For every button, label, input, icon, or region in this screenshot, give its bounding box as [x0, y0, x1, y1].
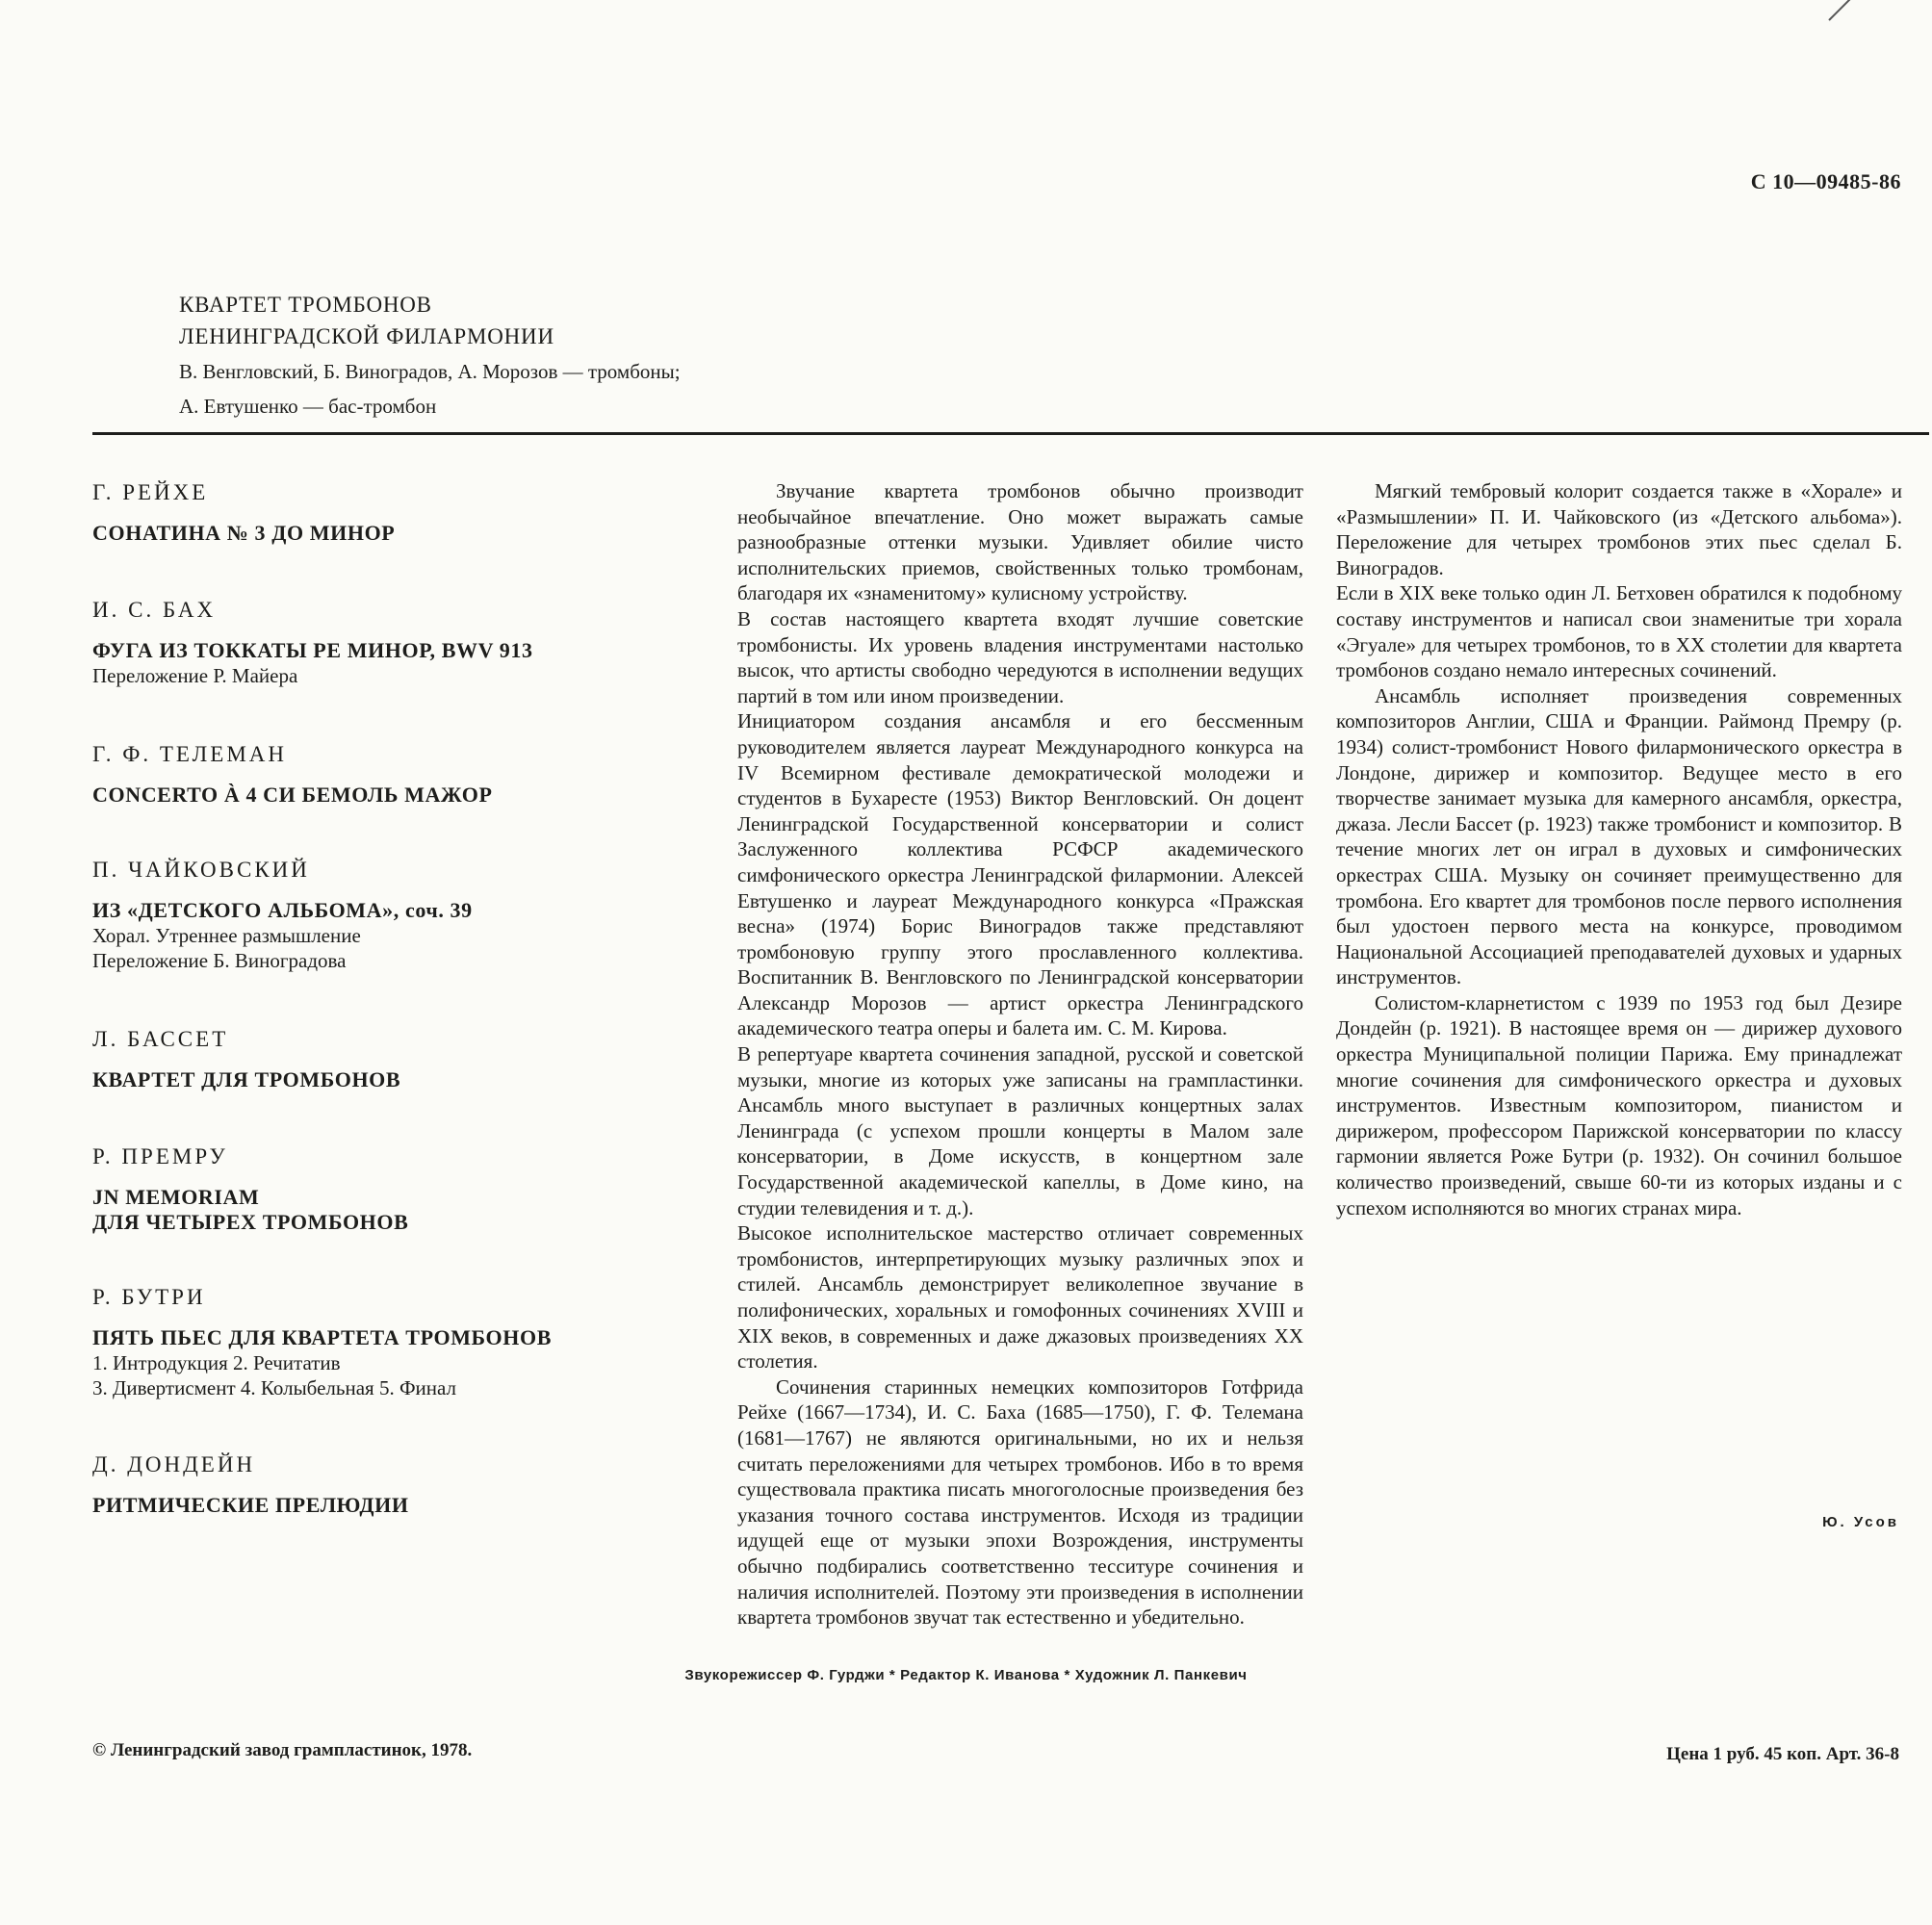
catalog-number: С 10—09485-86 [1750, 169, 1901, 193]
ensemble-name-line1: КВАРТЕТ ТРОМБОНОВ [179, 293, 432, 317]
track-composer: Р. ПРЕМРУ [92, 1144, 228, 1168]
track-note: Переложение Р. Майера [92, 664, 298, 687]
track-item [92, 856, 708, 973]
track-composer: И. С. БАХ [92, 598, 217, 622]
track-composer: Г. РЕЙХЕ [92, 480, 209, 504]
track-item [92, 1025, 708, 1092]
horizontal-rule [92, 432, 1929, 435]
track-item [92, 740, 708, 808]
track-work: СОНАТИНА № 3 ДО МИНОР [92, 521, 396, 545]
article-paragraph: Сочинения старинных немецких композиторов Готфрида Рейхе (1667—1734), И. С. Баха (1685—1750), Г. Ф. Телемана (1681—1767) не являются оригинальными, но их и нельзя считать переложениями для четырех тромбонов. Ибо в то время существовала практика писать многоголосные произведения без указания точного состава инструментов. Исходя из традиции идущей еще от музыки эпохи Возрождения, инструменты обычно подбирались соответственно тесситуре сочинения и наличия исполнителей. Поэтому эти произведения в исполнении квартета тромбонов звучат так естественно и убедительно. [737, 1374, 1303, 1630]
article-paragraph: Солистом-кларнетистом с 1939 по 1953 год был Дезире Дондейн (р. 1921). В настоящее время он — дирижер духового оркестра Муниципальной полиции Парижа. Ему принадлежат многие сочинения для симфонического оркестра и духовых инструментов. Известным композитором, пианистом и дирижером, профессором Парижской консерватории по классу гармонии является Роже Бутри (р. 1932). Он сочинил большое количество произведений, свыше 60-ти из которых изданы и с успехом исполняются во многих странах мира. [1336, 990, 1902, 1219]
track-item [92, 596, 708, 688]
track-work: JN MEMORIAM ДЛЯ ЧЕТЫРЕХ ТРОМБОНОВ [92, 1185, 409, 1234]
article-column-2 [1336, 478, 1902, 1220]
copyright-notice: © Ленинградский завод грампластинок, 1978. [92, 1740, 473, 1760]
track-composer: Г. Ф. ТЕЛЕМАН [92, 742, 287, 766]
track-work: CONCERTO À 4 СИ БЕМОЛЬ МАЖОР [92, 783, 493, 807]
track-note: Хорал. Утреннее размышление Переложение Б. Виноградова [92, 924, 361, 972]
article-paragraph: Высокое исполнительское мастерство отличает современных тромбонистов, интерпретирующих музыку различных эпох и стилей. Ансамбль демонстрирует великолепное звучание в полифонических, хоральных и гомофонных сочинениях XVIII и XIX веков, в современных и даже джазовых произведениях XX столетия. [737, 1221, 1303, 1373]
article-paragraph: В состав настоящего квартета входят лучшие советские тромбонисты. Их уровень владения инструментами настолько высок, что артисты свободно чередуются в исполнении ведущих партий в том или ином произведении. [737, 606, 1303, 707]
article-paragraph: Мягкий тембровый колорит создается также в «Хорале» и «Размышлении» П. И. Чайковского (из «Детского альбома»). Переложение для четырех тромбонов этих пьес сделал Б. Виноградов. [1336, 479, 1902, 579]
track-item [92, 1142, 708, 1235]
track-item [92, 478, 708, 546]
track-work: КВАРТЕТ ДЛЯ ТРОМБОНОВ [92, 1067, 401, 1091]
article-column-1 [737, 478, 1303, 1630]
ensemble-name-line2: ЛЕНИНГРАДСКОЙ ФИЛАРМОНИИ [179, 324, 554, 348]
ensemble-header [179, 289, 681, 422]
track-work: ИЗ «ДЕТСКОГО АЛЬБОМА», соч. 39 [92, 898, 473, 922]
article-paragraph: Звучание квартета тромбонов обычно производит необычайное впечатление. Оно может выражать самые разнообразные оттенки музыки. Удивляет обилие чисто исполнительских приемов, свойственных только тромбонам, благодаря их «знаменитому» кулисному устройству. [737, 479, 1303, 605]
track-work: ПЯТЬ ПЬЕС ДЛЯ КВАРТЕТА ТРОМБОНОВ [92, 1325, 552, 1349]
performers-line2: А. Евтушенко — бас-тромбон [179, 395, 437, 418]
track-composer: Л. БАССЕТ [92, 1027, 229, 1051]
track-work: РИТМИЧЕСКИЕ ПРЕЛЮДИИ [92, 1493, 409, 1517]
track-item [92, 1283, 708, 1400]
article-paragraph: В репертуаре квартета сочинения западной, русской и советской музыки, многие из которых уже записаны на грампластинки. Ансамбль много выступает в различных концертных залах Ленинграда (с успехом прошли концерты в Малом зале консерватории, в Доме искусств, в концертном зале Государственной академической капеллы, в Доме кино, на студии телевидения и т. д.). [737, 1042, 1303, 1219]
article-paragraph: Инициатором создания ансамбля и его бессменным руководителем является лауреат Международного конкурса на IV Всемирном фестивале демократической молодежи и студентов в Бухаресте (1953) Виктор Венгловский. Он доцент Ленинградской Государственной консерватории и солист Заслуженного коллектива РСФСР академического симфонического оркестра Ленинградской филармонии. Алексей Евтушенко и лауреат Международного конкурса «Пражская весна» (1974) Борис Виноградов также представляют тромбоновую группу этого прославленного коллектива. Воспитанник В. Венгловского по Ленинградской консерватории Александр Морозов — артист оркестра Ленинградского академического театра оперы и балета им. С. М. Кирова. [737, 709, 1303, 1040]
article-paragraph: Ансамбль исполняет произведения современных композиторов Англии, США и Франции. Раймонд Премру (р. 1934) солист-тромбонист Нового филармонического оркестра в Лондоне, дирижер и композитор. Ведущее место в его творчестве занимает музыка для камерного ансамбля, оркестра, джаза. Лесли Бассет (р. 1923) также тромбонист и композитор. В течение многих лет он играл в духовых и симфонических оркестрах США. Музыку он сочиняет преимущественно для тромбона. Его квартет для тромбонов после первого исполнения был удостоен первого места на конкурсе, проводимом Национальной Ассоциацией преподавателей духовых и ударных инструментов. [1336, 683, 1902, 989]
track-composer: Д. ДОНДЕЙН [92, 1452, 256, 1476]
article-paragraph: Если в XIX веке только один Л. Бетховен обратился к подобному составу инструментов и написал свои знаменитые три хорала «Эгуале» для четырех тромбонов, то в XX столетии для квартета тромбонов создано немало интересных сочинений. [1336, 581, 1902, 682]
track-note: 1. Интродукция 2. Речитатив 3. Дивертисмент 4. Колыбельная 5. Финал [92, 1351, 456, 1399]
track-composer: П. ЧАЙКОВСКИЙ [92, 858, 310, 882]
track-composer: Р. БУТРИ [92, 1285, 206, 1309]
production-credits: Звукорежиссер Ф. Гурджи * Редактор К. Иванова * Художник Л. Панкевич [684, 1667, 1248, 1683]
track-item [92, 1450, 708, 1518]
performers-line1: В. Венгловский, Б. Виноградов, А. Морозов — тромбоны; [179, 360, 681, 383]
track-work: ФУГА ИЗ ТОККАТЫ РЕ МИНОР, BWV 913 [92, 638, 533, 662]
article-author: Ю. Усов [1822, 1514, 1899, 1530]
sleeve-fold-line [1828, 0, 1904, 21]
price-label: Цена 1 руб. 45 коп. Арт. 36-8 [1666, 1744, 1899, 1764]
